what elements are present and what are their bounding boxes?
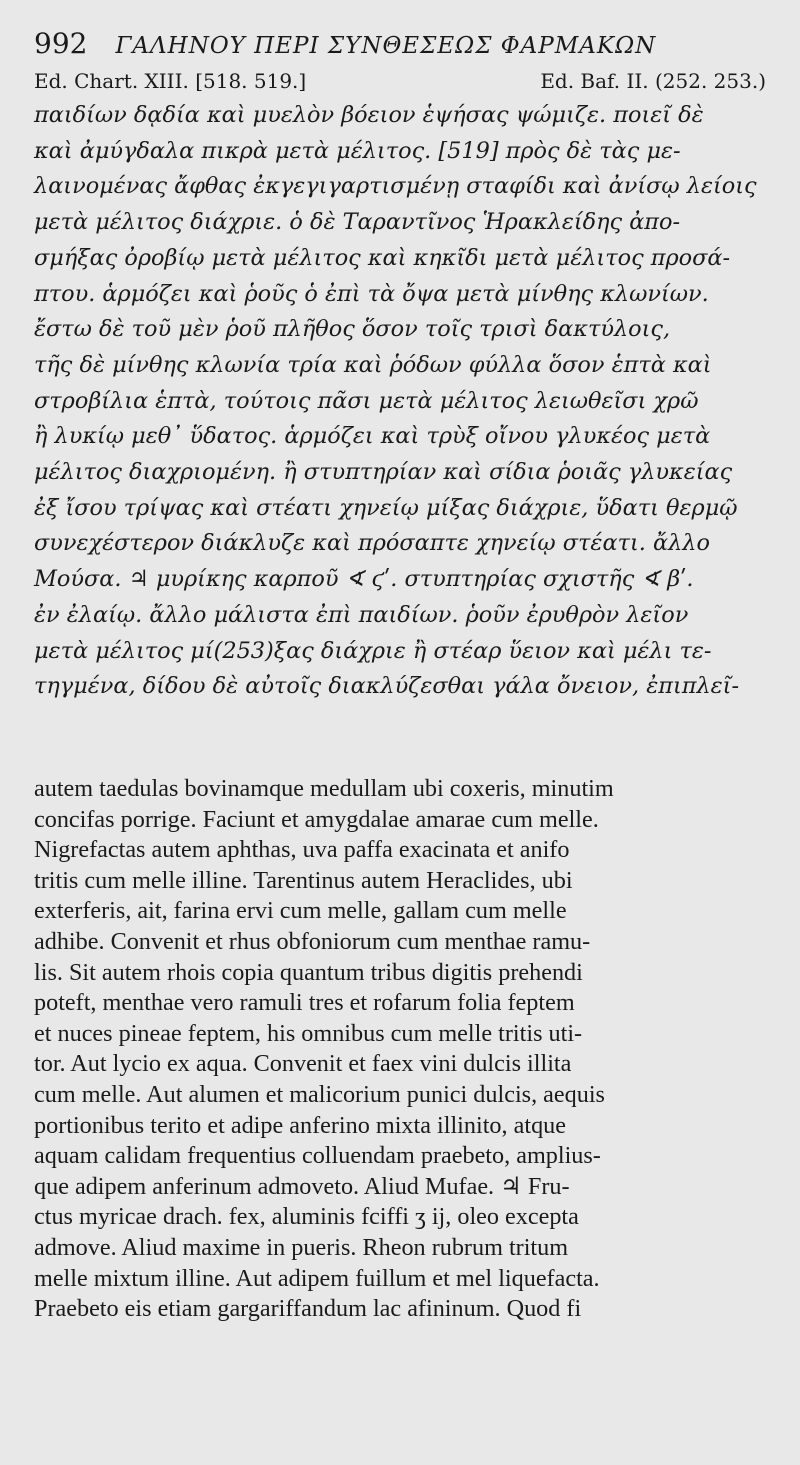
latin-line: que adipem anferinum admoveto. Aliud Mufae. ♃ Fru- (34, 1172, 570, 1200)
greek-line: μετὰ μέλιτος διάχριε. ὁ δὲ Ταραντῖνος Ἡρακλείδης ἀπο- (34, 209, 681, 236)
latin-line: et nuces pineae feptem, his omnibus cum melle tritis uti- (34, 1019, 583, 1047)
greek-line: σμήξας ὀροβίῳ μετὰ μέλιτος καὶ κηκῖδι μετὰ μέλιτος προσά- (34, 244, 731, 271)
greek-line: στροβίλια ἑπτὰ, τούτοις πᾶσι μετὰ μέλιτος λειωθεῖσι χρῶ (34, 387, 699, 414)
page-number: 992 (34, 27, 88, 60)
greek-text-block (34, 98, 766, 705)
latin-line: aquam calidam frequentius colluendam praebeto, amplius- (34, 1142, 601, 1170)
page-header (34, 28, 766, 62)
greek-line: μετὰ μέλιτος μί(253)ξας διάχριε ἢ στέαρ ὕειον καὶ μέλι τε- (34, 637, 712, 664)
latin-line: tritis cum melle illine. Tarentinus autem Heraclides, ubi (34, 866, 573, 894)
latin-line: poteft, menthae vero ramuli tres et rofarum folia feptem (34, 989, 575, 1017)
latin-line: concifas porrige. Faciunt et amygdalae amarae cum melle. (34, 805, 599, 833)
greek-line: ἐν ἐλαίῳ. ἄλλο μάλιστα ἐπὶ παιδίων. ῥοῦν ἐρυθρὸν λεῖον (34, 601, 689, 628)
greek-line: συνεχέστερον διάκλυζε καὶ πρόσαπτε χηνείῳ στέατι. ἄλλο (34, 530, 710, 557)
greek-line: Μούσα. ♃ μυρίκης καρποῦ ∢ ϛʹ. στυπτηρίας σχιστῆς ∢ βʹ. (34, 566, 694, 593)
latin-line: tor. Aut lycio ex aqua. Convenit et faex vini dulcis illita (34, 1050, 572, 1078)
latin-text-block (34, 774, 764, 1325)
latin-line: cum melle. Aut alumen et malicorium punici dulcis, aequis (34, 1080, 605, 1108)
latin-line: exterferis, ait, farina ervi cum melle, gallam cum melle (34, 897, 567, 925)
edition-chartier: Ed. Chart. XIII. [518. 519.] (34, 69, 307, 93)
latin-line: lis. Sit autem rhois copia quantum tribus digitis prehendi (34, 958, 583, 986)
edition-basel: Ed. Baf. II. (252. 253.) (540, 69, 766, 93)
greek-line: καὶ ἀμύγδαλα πικρὰ μετὰ μέλιτος. [519] πρὸς δὲ τὰς με- (34, 137, 681, 164)
latin-line: autem taedulas bovinamque medullam ubi coxeris, minutim (34, 775, 614, 802)
running-title: ΓΑΛΗΝΟΥ ΠΕΡΙ ΣΥΝΘΕΣΕΩΣ ΦΑΡΜΑΚΩΝ (115, 33, 657, 59)
greek-line: λαινομένας ἄφθας ἐκγεγιγαρτισμένῃ σταφίδι καὶ ἀνίσῳ λείοις (34, 173, 757, 200)
greek-line: ἢ λυκίῳ μεθ᾽ ὕδατος. ἁρμόζει καὶ τρὺξ οἴνου γλυκέος μετὰ (34, 423, 711, 450)
greek-line: τῆς δὲ μίνθης κλωνία τρία καὶ ῥόδων φύλλα ὅσον ἑπτὰ καὶ (34, 351, 712, 378)
greek-line: πτου. ἁρμόζει καὶ ῥοῦς ὁ ἐπὶ τὰ ὄψα μετὰ μίνθης κλωνίων. (34, 280, 709, 307)
latin-line: melle mixtum illine. Aut adipem fuillum et mel liquefacta. (34, 1264, 600, 1292)
greek-line: ἐξ ἴσου τρίψας καὶ στέατι χηνείῳ μίξας διάχριε, ὕδατι θερμῷ (34, 494, 738, 521)
greek-line: τηγμένα, δίδου δὲ αὐτοῖς διακλύζεσθαι γάλα ὄνειον, ἐπιπλεῖ- (34, 673, 740, 700)
greek-line: ἔστω δὲ τοῦ μὲν ῥοῦ πλῆθος ὅσον τοῖς τρισὶ δακτύλοις, (34, 316, 671, 343)
latin-line: Nigrefactas autem aphthas, uva paffa exacinata et anifo (34, 836, 570, 864)
latin-line: Praebeto eis etiam gargariffandum lac afininum. Quod fi (34, 1295, 582, 1323)
latin-line: adhibe. Convenit et rhus obfoniorum cum menthae ramu- (34, 927, 591, 955)
edition-reference-line (34, 68, 766, 94)
greek-line: μέλιτος διαχριομένη. ἢ στυπτηρίαν καὶ σίδια ῥοιᾶς γλυκείας (34, 459, 733, 486)
latin-line: admove. Aliud maxime in pueris. Rheon rubrum tritum (34, 1233, 569, 1261)
greek-line: παιδίων δᾳδία καὶ μυελὸν βόειον ἑψήσας ψώμιζε. ποιεῖ δὲ (34, 102, 704, 128)
latin-line: ctus myricae drach. fex, aluminis fciffi ʒ ij, oleo excepta (34, 1203, 579, 1231)
latin-line: portionibus terito et adipe anferino mixta illinito, atque (34, 1111, 566, 1139)
